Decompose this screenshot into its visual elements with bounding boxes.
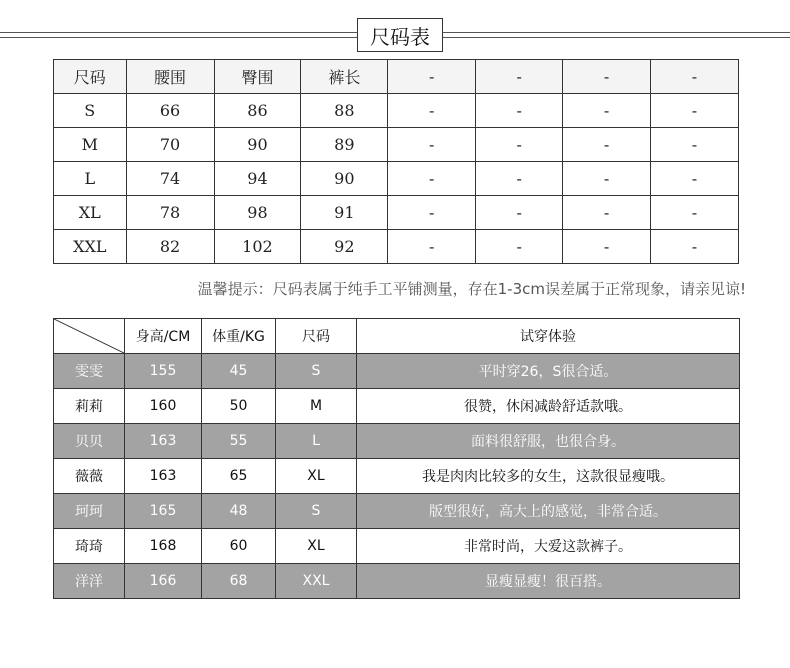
fitting-comment-cell: 版型很好，高大上的感觉，非常合适。 (357, 494, 740, 529)
title-bar (0, 18, 790, 52)
size-cell: M (54, 128, 127, 162)
fitting-height-cell: 155 (125, 354, 202, 389)
fitting-weight-cell: 65 (202, 459, 276, 494)
fitting-header-row (54, 319, 740, 354)
fitting-row (54, 564, 740, 599)
size-header-cell: 裤长 (301, 60, 388, 94)
size-header-row (54, 60, 739, 94)
fitting-name-cell: 莉莉 (54, 389, 125, 424)
size-cell: - (476, 162, 563, 196)
size-cell: 66 (126, 94, 214, 128)
fitting-size-cell: S (276, 494, 357, 529)
page-title: 尺码表 (357, 18, 443, 52)
size-row (54, 162, 739, 196)
size-cell: 88 (301, 94, 388, 128)
fitting-size-cell: XL (276, 459, 357, 494)
fitting-row (54, 459, 740, 494)
diagonal-header-cell (54, 319, 125, 354)
fitting-row (54, 529, 740, 564)
size-cell: 90 (301, 162, 388, 196)
size-cell: - (563, 196, 651, 230)
size-header-cell: - (651, 60, 739, 94)
size-cell: 70 (126, 128, 214, 162)
fitting-height-cell: 160 (125, 389, 202, 424)
size-cell: - (388, 128, 476, 162)
fitting-weight-cell: 45 (202, 354, 276, 389)
size-cell: 92 (301, 230, 388, 264)
fitting-table (53, 318, 740, 599)
size-cell: - (651, 196, 739, 230)
fitting-comment-cell: 显瘦显瘦！很百搭。 (357, 564, 740, 599)
fitting-weight-cell: 55 (202, 424, 276, 459)
fitting-height-cell: 165 (125, 494, 202, 529)
size-cell: 102 (214, 230, 301, 264)
size-row (54, 94, 739, 128)
size-cell: - (388, 94, 476, 128)
size-cell: 74 (126, 162, 214, 196)
size-cell: - (388, 230, 476, 264)
fitting-weight-cell: 68 (202, 564, 276, 599)
size-header-cell: 臀围 (214, 60, 301, 94)
fitting-name-cell: 薇薇 (54, 459, 125, 494)
fitting-weight-cell: 60 (202, 529, 276, 564)
size-header-cell: - (476, 60, 563, 94)
fitting-comment-cell: 我是肉肉比较多的女生，这款很显瘦哦。 (357, 459, 740, 494)
size-cell: - (563, 128, 651, 162)
size-cell: - (476, 128, 563, 162)
size-cell: - (476, 196, 563, 230)
size-cell: - (651, 128, 739, 162)
size-cell: - (388, 162, 476, 196)
fitting-name-cell: 贝贝 (54, 424, 125, 459)
size-cell: 78 (126, 196, 214, 230)
size-cell: 86 (214, 94, 301, 128)
fitting-comment-cell: 面料很舒服，也很合身。 (357, 424, 740, 459)
fitting-header-cell: 体重/KG (202, 319, 276, 354)
size-cell: XL (54, 196, 127, 230)
measurement-note: 温馨提示：尺码表属于纯手工平铺测量，存在1-3cm误差属于正常现象，请亲见谅! (197, 280, 746, 298)
fitting-row (54, 354, 740, 389)
size-cell: L (54, 162, 127, 196)
fitting-size-cell: S (276, 354, 357, 389)
fitting-height-cell: 166 (125, 564, 202, 599)
size-cell: 98 (214, 196, 301, 230)
diagonal-line (54, 319, 124, 353)
fitting-header-cell: 试穿体验 (357, 319, 740, 354)
size-cell: - (651, 230, 739, 264)
size-cell: 90 (214, 128, 301, 162)
size-row (54, 128, 739, 162)
size-cell: - (563, 162, 651, 196)
size-header-cell: 腰围 (126, 60, 214, 94)
fitting-size-cell: L (276, 424, 357, 459)
fitting-header-cell: 尺码 (276, 319, 357, 354)
size-cell: 82 (126, 230, 214, 264)
size-cell: - (476, 230, 563, 264)
fitting-size-cell: M (276, 389, 357, 424)
fitting-comment-cell: 非常时尚，大爱这款裤子。 (357, 529, 740, 564)
fitting-height-cell: 168 (125, 529, 202, 564)
size-row (54, 230, 739, 264)
fitting-size-cell: XXL (276, 564, 357, 599)
fitting-height-cell: 163 (125, 459, 202, 494)
size-cell: XXL (54, 230, 127, 264)
size-header-cell: - (388, 60, 476, 94)
size-header-cell: - (563, 60, 651, 94)
size-cell: - (388, 196, 476, 230)
size-cell: 91 (301, 196, 388, 230)
size-chart-table (53, 59, 739, 264)
fitting-weight-cell: 50 (202, 389, 276, 424)
fitting-size-cell: XL (276, 529, 357, 564)
fitting-name-cell: 洋洋 (54, 564, 125, 599)
size-cell: - (563, 94, 651, 128)
fitting-name-cell: 珂珂 (54, 494, 125, 529)
size-cell: 94 (214, 162, 301, 196)
size-cell: S (54, 94, 127, 128)
fitting-name-cell: 琦琦 (54, 529, 125, 564)
size-row (54, 196, 739, 230)
fitting-weight-cell: 48 (202, 494, 276, 529)
fitting-header-cell: 身高/CM (125, 319, 202, 354)
size-cell: - (651, 94, 739, 128)
size-cell: - (651, 162, 739, 196)
fitting-comment-cell: 平时穿26，S很合适。 (357, 354, 740, 389)
size-cell: 89 (301, 128, 388, 162)
fitting-name-cell: 雯雯 (54, 354, 125, 389)
size-cell: - (563, 230, 651, 264)
fitting-row (54, 389, 740, 424)
fitting-comment-cell: 很赞，休闲减龄舒适款哦。 (357, 389, 740, 424)
fitting-row (54, 424, 740, 459)
size-header-cell: 尺码 (54, 60, 127, 94)
size-cell: - (476, 94, 563, 128)
fitting-height-cell: 163 (125, 424, 202, 459)
fitting-row (54, 494, 740, 529)
